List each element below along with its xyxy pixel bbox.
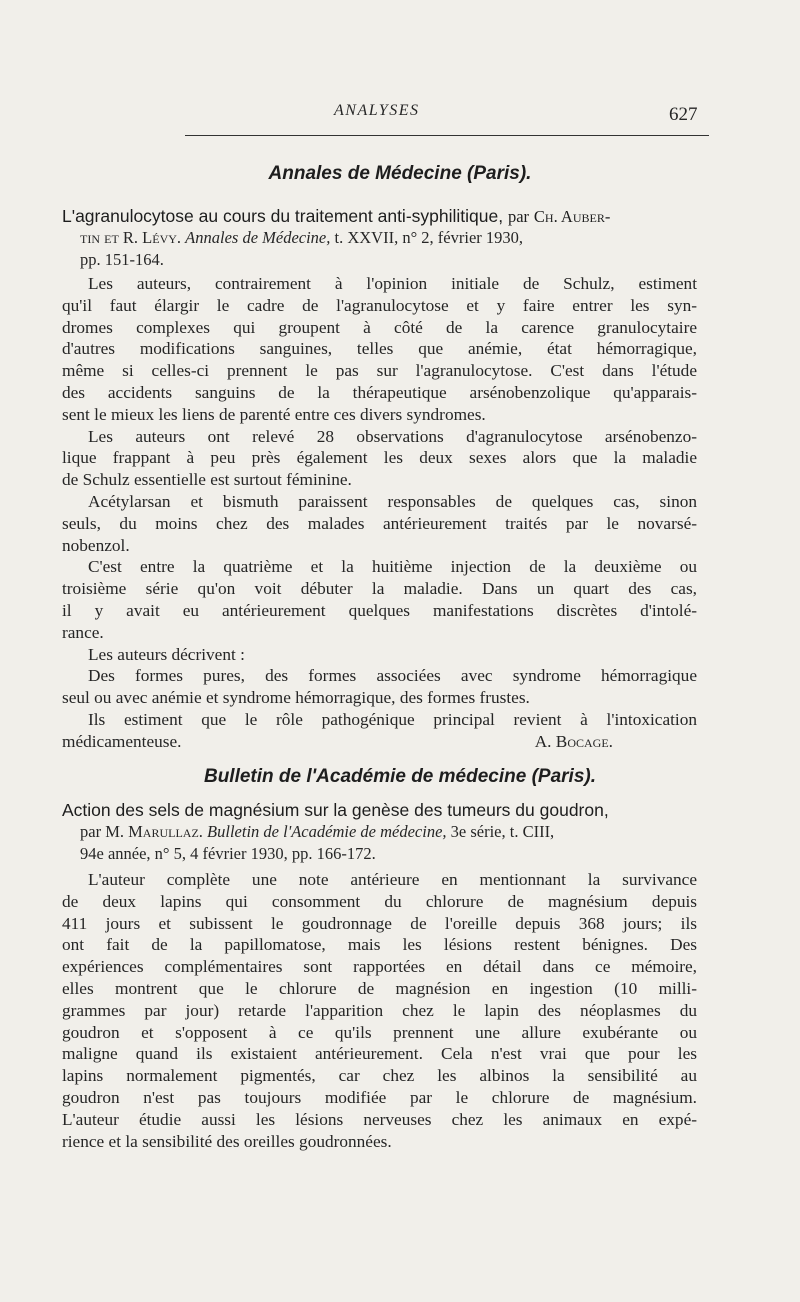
body-line: rance.	[62, 622, 104, 642]
byline-prefix: par	[507, 207, 530, 226]
body-line: Ils estiment que le rôle pathogénique principal revient à l'intoxication	[88, 709, 697, 729]
body-line: seuls, du moins chez des malades antérieurement traités par le novarsé-	[62, 513, 697, 533]
body-line: goudron n'est pas toujours modifiée par le chlorure de magnésium.	[62, 1087, 697, 1107]
body-line: médicamenteuse.	[62, 731, 182, 751]
body-line: L'auteur étudie aussi les lésions nerveuses chez les animaux en expé-	[62, 1109, 697, 1129]
body-line: lapins normalement pigmentés, car chez les albinos la sensibilité au	[62, 1066, 697, 1086]
body-line: qu'il faut élargir le cadre de l'agranulocytose et y faire entrer les syn-	[62, 295, 697, 315]
body-line: nobenzol.	[62, 535, 130, 555]
running-title: ANALYSES	[334, 102, 420, 119]
body-line: goudron et s'opposent à ce qu'ils prennent une allure exubérante ou	[62, 1022, 697, 1042]
page-number: 627	[669, 104, 698, 125]
body-line: ont fait de la papillomatose, mais les lésions restent bénignes. Des	[62, 935, 697, 955]
body-line: L'auteur complète une note antérieure en mentionnant la survivance	[88, 870, 697, 889]
article	[62, 206, 697, 753]
running-head	[0, 102, 800, 126]
body-line: seul ou avec anémie et syndrome hémorragique, des formes frustes.	[62, 688, 530, 708]
article-title-line	[62, 206, 697, 227]
body-line: maligne quand ils existaient antérieurement. Cela n'est vrai que pour les	[62, 1044, 697, 1064]
author-name: Marullaz.	[128, 822, 203, 841]
body-line: elles montrent que le chlorure de magnésion en ingestion (10 milli-	[62, 978, 697, 998]
journal-ref: Annales de Médecine,	[185, 228, 331, 247]
body-line: des accidents sanguins de la thérapeutique arsénobenzolique qu'apparais-	[62, 382, 697, 402]
reference-detail: 94e année, n° 5, 4 février 1930, pp. 166-172.	[80, 844, 376, 863]
body-line: troisième série qu'on voit débuter la maladie. Dans un quart des cas,	[62, 579, 697, 599]
body-line: de deux lapins qui consomment du chlorure de magnésium depuis	[62, 891, 697, 911]
header-rule	[185, 135, 709, 136]
author-name: tin et R. Lévy.	[80, 228, 182, 247]
signature-line	[62, 731, 697, 753]
article-body	[62, 869, 697, 1152]
byline-prefix: par M.	[80, 822, 124, 841]
body-line: Des formes pures, des formes associées avec syndrome hémorragique	[88, 666, 697, 686]
body-line: C'est entre la quatrième et la huitième injection de la deuxième ou	[88, 557, 697, 577]
body-line: lique frappant à peu près également les deux sexes alors que la maladie	[62, 448, 697, 468]
body-line: sent le mieux les liens de parenté entre ces divers syndromes.	[62, 404, 486, 424]
body-line: dromes complexes qui groupent à côté de la carence granulocytaire	[62, 317, 697, 337]
body-line: grammes par jour) retarde l'apparition chez le lapin des néoplasmes du	[62, 1000, 697, 1020]
reference-line	[62, 821, 697, 843]
body-line: Les auteurs décrivent :	[88, 644, 245, 664]
article	[62, 800, 697, 1152]
body-line: même si celles-ci prennent le pas sur l'agranulocytose. C'est dans l'étude	[62, 361, 697, 381]
article-body	[62, 273, 697, 731]
author-name: Ch. Auber-	[533, 207, 611, 226]
body-line: Les auteurs, contrairement à l'opinion initiale de Schulz, estiment	[88, 274, 697, 293]
reviewer-signature: A. Bocage.	[534, 731, 613, 751]
journal-ref: Bulletin de l'Académie de médecine,	[207, 822, 447, 841]
article-title: Action des sels de magnésium sur la genèse des tumeurs du goudron,	[62, 800, 609, 820]
reference-line	[62, 227, 697, 249]
body-line: d'autres modifications sanguines, telles que anémie, état hémorragique,	[62, 339, 697, 359]
journal-heading: Bulletin de l'Académie de médecine (Paris).	[203, 766, 597, 787]
journal-heading: Annales de Médecine (Paris).	[268, 163, 532, 184]
body-line: de Schulz essentielle est surtout féminine.	[62, 470, 352, 490]
body-line: Acétylarsan et bismuth paraissent responsables de quelques cas, sinon	[88, 491, 697, 511]
body-line: Les auteurs ont relevé 28 observations d'agranulocytose arsénobenzo-	[88, 426, 697, 446]
body-line: rience et la sensibilité des oreilles goudronnées.	[62, 1131, 392, 1151]
reference-detail: 3e série, t. CIII,	[450, 822, 555, 841]
reference-pages: pp. 151-164.	[80, 250, 164, 269]
reference-detail: t. XXVII, n° 2, février 1930,	[334, 228, 524, 247]
article-title: L'agranulocytose au cours du traitement anti-syphilitique,	[62, 206, 504, 226]
body-line: 411 jours et subissent le goudronnage de l'oreille depuis 368 jours; ils	[62, 913, 697, 933]
body-line: il y avait eu antérieurement quelques manifestations discrètes d'intolé-	[62, 600, 697, 620]
body-line: expériences complémentaires sont rapportées en détail dans ce mémoire,	[62, 957, 697, 977]
